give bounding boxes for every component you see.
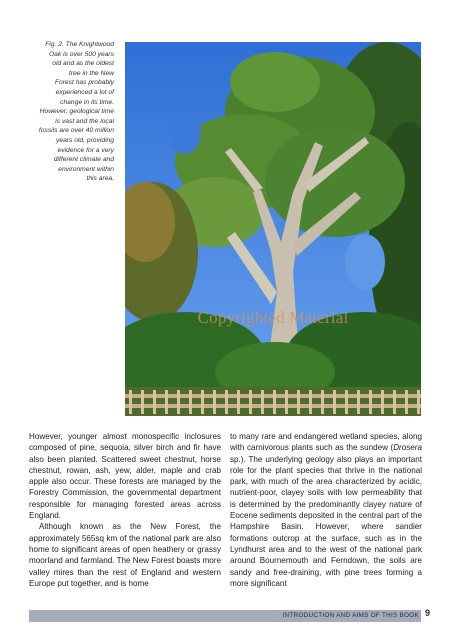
text-run: to many rare and endangered wetland species, along with carnivorous plants such as the sundew ( [230, 432, 422, 453]
knightwood-oak-photo [125, 42, 421, 416]
species-name: Drosera [393, 443, 422, 453]
body-column-left [29, 431, 221, 589]
text-run: sp.). The underlying geology also plays an important role for the plant species that thrive in the national park, with much of the area characterized by acidic, nutrient-poor, clayey soils with low permeability that is determined by the predominantly clayey nature of Eocene sediments deposited in the central part of the Hampshire Basin. However, where sandier formations outcrop at the surface, such as in the Lyndhurst area and to the west of the national park around Bournemouth and Ferndown, the soils are sandy and free-draining, with pine trees forming a more significant [230, 454, 422, 588]
copyright-watermark: Copyrighted Material [197, 308, 349, 327]
body-paragraph: However, younger almost monospecific inclosures composed of pine, sequoia, silver birch and fir have also been planted. Scattered sweet chestnut, horse chestnut, rowan, ash, yew, alder, maple and crab apple also occur. These forests are managed by the Forestry Commission, the governmental department responsible for managing forested areas across England. [29, 432, 221, 521]
running-head: INTRODUCTION AND AIMS OF THIS BOOK [282, 612, 419, 619]
body-column-right [230, 431, 422, 589]
oak-illustration [125, 42, 421, 416]
body-paragraph [230, 431, 422, 589]
page-number: 9 [425, 608, 431, 618]
body-paragraph: Although known as the New Forest, the approximately 565sq km of the national park are also home to significant areas of open heathery or grassy moorland and farmland. The New Forest boasts more valley mires than the rest of England and western Europe put together, and is home [29, 522, 221, 588]
figure-caption: Fig. 2. The Knightwood Oak is over 500 years old and as the oldest tree in the New Forest has probably experienced a lot of change in its time. However, geological time is vast and the local fossils are over 40 million years old, providing evidence for a very different climate and environment within this area. [38, 41, 114, 183]
